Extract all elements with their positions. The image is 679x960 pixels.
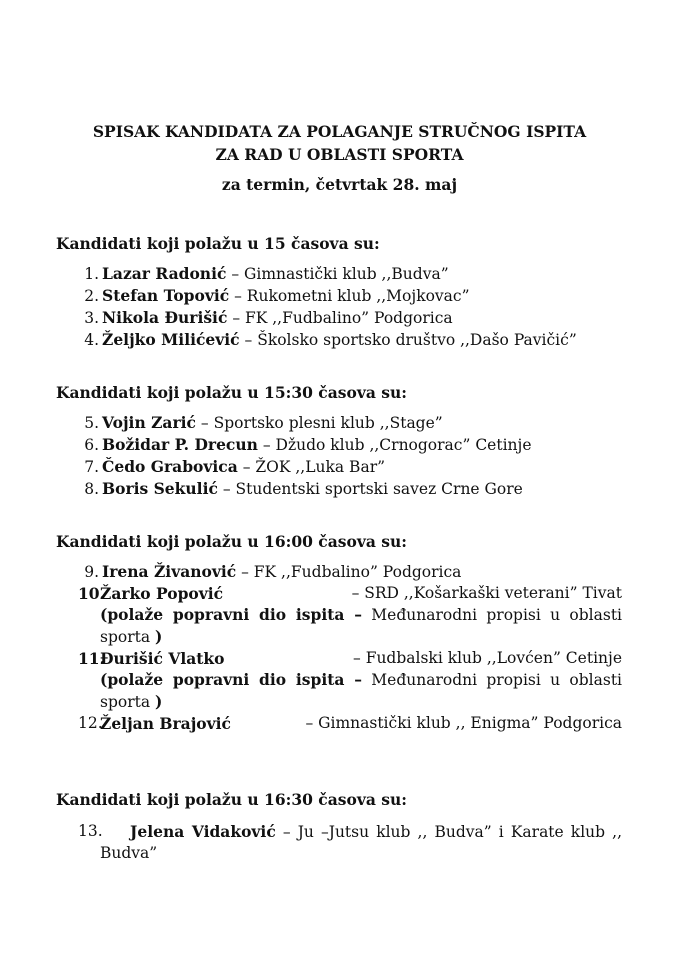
list-item	[79, 285, 470, 307]
candidate-club: – Studentski sportski savez Crne Gore	[217, 480, 523, 498]
candidate-name: Stefan Topović	[102, 286, 230, 305]
group-heading-1600: Kandidati koji polažu u 16:00 časova su:	[56, 532, 408, 551]
candidate-club: – ŽOK ,,Luka Bar”	[237, 458, 386, 476]
list-item	[79, 412, 443, 434]
note-end: )	[155, 627, 163, 646]
item-number: 4.	[84, 331, 99, 349]
title-line-2: ZA RAD U OBLASTI SPORTA	[215, 145, 464, 164]
exam-date: za termin, četvrtak 28. maj	[221, 175, 458, 194]
candidate-name: Nikola Đurišić	[102, 308, 228, 327]
item-number: 8.	[84, 480, 99, 498]
list-item	[79, 307, 453, 329]
candidate-club: – SRD ,,Košarkaški veterani” Tivat	[351, 584, 622, 602]
note-bold: (polaže popravni dio ispita –	[100, 670, 362, 689]
candidate-name: Željan Brajović	[100, 714, 231, 733]
note-text: Međunarodni propisi u oblasti sporta	[100, 671, 623, 711]
candidate-club: – Rukometni klub ,,Mojkovac”	[229, 287, 470, 305]
list-item	[78, 648, 623, 713]
candidate-name: Jelena Vidaković	[130, 822, 276, 841]
item-number: 3.	[84, 309, 99, 327]
candidate-name: Đurišić Vlatko	[100, 649, 225, 668]
candidate-club: – Džudo klub ,,Crnogorac” Cetinje	[257, 436, 532, 454]
group-heading-1530: Kandidati koji polažu u 15:30 časova su:	[56, 383, 408, 402]
exam-note	[100, 669, 622, 713]
list-item	[79, 561, 461, 583]
candidate-club: – FK ,,Fudbalino” Podgorica	[227, 309, 453, 327]
item-number: 1.	[84, 265, 99, 283]
item-number: 5.	[84, 414, 99, 432]
list-item	[79, 263, 449, 285]
candidate-name: Irena Živanović	[102, 562, 237, 581]
list-item	[78, 821, 623, 864]
list-item	[78, 713, 622, 734]
item-number: 7.	[84, 458, 99, 476]
item-number: 11.	[78, 649, 105, 668]
group-heading-1630: Kandidati koji polažu u 16:30 časova su:	[56, 790, 408, 809]
candidate-name: Božidar P. Drecun	[102, 435, 258, 454]
note-end: )	[155, 692, 163, 711]
candidate-name: Vojin Zarić	[102, 413, 196, 432]
item-number: 12.	[78, 714, 103, 732]
title-line-1: SPISAK KANDIDATA ZA POLAGANJE STRUČNOG ISPITA	[92, 122, 587, 141]
note-bold: (polaže popravni dio ispita –	[100, 605, 362, 624]
list-item	[79, 329, 577, 351]
group-heading-15: Kandidati koji polažu u 15 časova su:	[56, 234, 380, 253]
item-number: 6.	[84, 436, 99, 454]
candidate-club: – FK ,,Fudbalino” Podgorica	[236, 563, 462, 581]
note-text: Međunarodni propisi u oblasti sporta	[100, 606, 623, 646]
candidate-club: – Gimnastički klub ,, Enigma” Podgorica	[305, 714, 622, 732]
candidate-club: – Fudbalski klub ,,Lovćen” Cetinje	[353, 649, 622, 667]
item-number: 13.	[78, 822, 103, 840]
list-item	[78, 583, 623, 648]
item-number: 2.	[84, 287, 99, 305]
candidate-name: Žarko Popović	[100, 584, 224, 603]
candidate-name: Čedo Grabovica	[102, 457, 238, 476]
candidate-club: – Gimnastički klub ,,Budva”	[226, 265, 449, 283]
list-item	[79, 434, 532, 456]
candidate-club: – Ju –Jutsu klub ,, Budva” i Karate klub ,, Budva”	[100, 823, 623, 862]
candidate-name: Boris Sekulić	[102, 479, 218, 498]
candidate-name: Željko Milićević	[102, 330, 240, 349]
candidate-club: – Sportsko plesni klub ,,Stage”	[195, 414, 443, 432]
candidate-club: – Školsko sportsko društvo ,,Dašo Pavičić”	[239, 331, 577, 349]
candidate-name: Lazar Radonić	[102, 264, 227, 283]
item-number: 10.	[78, 584, 105, 603]
exam-note	[100, 604, 622, 648]
item-number: 9.	[84, 563, 99, 581]
list-item	[79, 456, 385, 478]
list-item	[79, 478, 523, 500]
